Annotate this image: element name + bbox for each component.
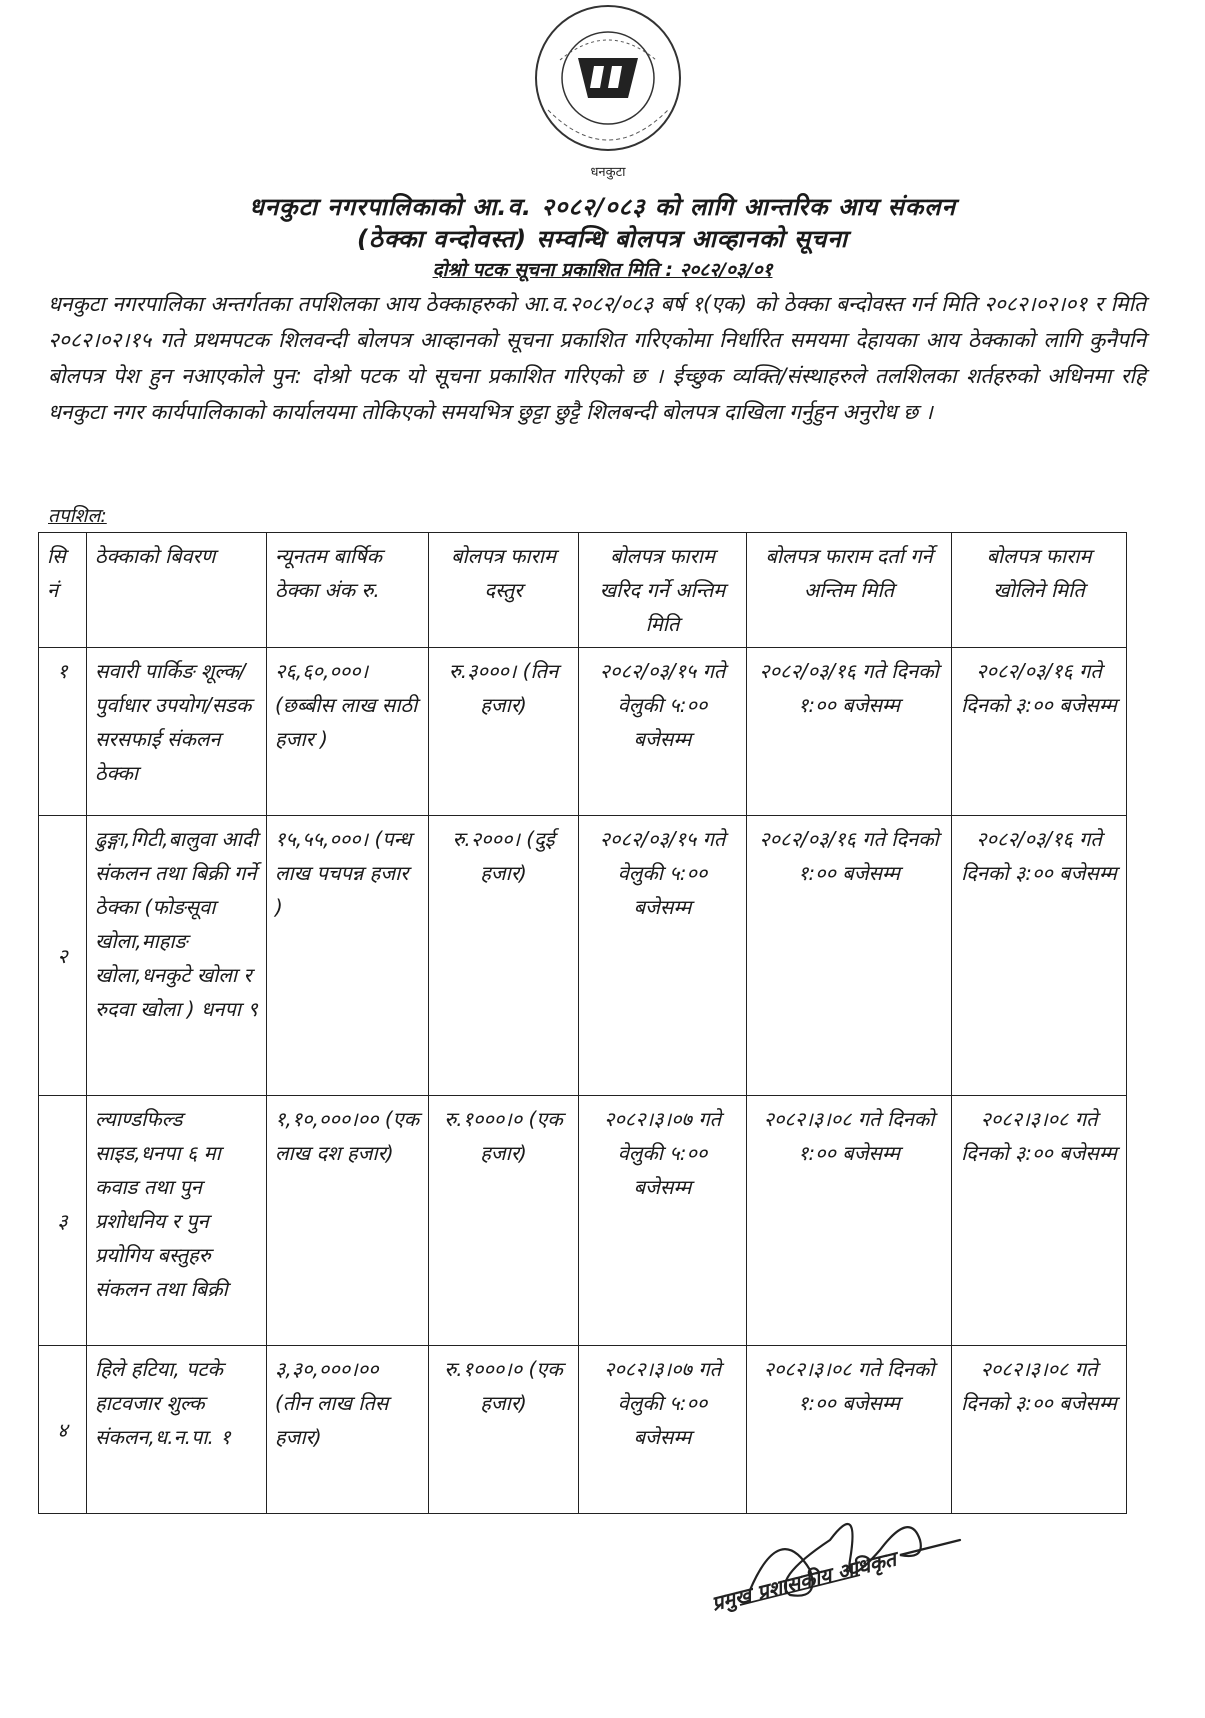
header-open-date: बोलपत्र फाराम खोलिने मिति xyxy=(952,533,1127,648)
row-amount: ३,३०,०००।०० (तीन लाख तिस हजार) xyxy=(267,1346,429,1514)
row-amount: १,१०,०००।०० (एक लाख दश हजार) xyxy=(267,1096,429,1346)
row-amount: १५,५५,०००। (पन्ध लाख पचपन्न हजार ) xyxy=(267,816,429,1096)
notice-body: धनकुटा नगरपालिका अन्तर्गतका तपशिलका आय ठेक्काहरुको आ.व.२०८२/०८३ बर्ष १(एक) को ठेक्का बन्दोवस्त गर्न मिति २०८२।०२।०१ र मिति २०८२।०२।१५ गते प्रथमपटक शिलवन्दी बोलपत्र आव्हानको सूचना प्रकाशित गरिएकोमा निर्धारित समयमा देहायका आय ठेक्काको लागि कुनैपनि बोलपत्र पेश हुन नआएकोले पुन: दोश्रो पटक यो सूचना प्रकाशित गरिएको छ । ईच्छुक व्यक्ति/संस्थाहरुले तलशिलका शर्तहरुको अधिनमा रहि धनकुटा नगर कार्यपालिकाको कार्यालयमा तोकिएको समयभित्र छुट्टा छुट्टै शिलबन्दी बोलपत्र दाखिला गर्नुहुन अनुरोध छ । xyxy=(48,292,1146,424)
signatory-title: प्रमुख प्रशासकीय अधिकृत xyxy=(709,1546,899,1616)
row-sn: ४ xyxy=(39,1346,87,1514)
row-description: सवारी पार्किङ शूल्क/पुर्वाधार उपयोग/सडक सरसफाई संकलन ठेक्का xyxy=(87,648,267,816)
row-sn: १ xyxy=(39,648,87,816)
row-fee: रु.२०००। (दुई हजार) xyxy=(429,816,579,1096)
row-submit-deadline: २०८२।३।०८ गते दिनको १:०० बजेसम्म xyxy=(747,1096,952,1346)
header-sn: सि नं xyxy=(39,533,87,648)
table-row xyxy=(39,648,1127,816)
seal-icon xyxy=(508,0,708,185)
publication-date: दोश्रो पटक सूचना प्रकाशित मिति : २०८२/०३/०१ xyxy=(432,259,773,281)
row-fee: रु.१०००।० (एक हजार) xyxy=(429,1096,579,1346)
municipality-seal xyxy=(508,0,708,185)
table-row xyxy=(39,816,1127,1096)
header-buy-deadline: बोलपत्र फाराम खरिद गर्ने अन्तिम मिति xyxy=(579,533,747,648)
table-header-row xyxy=(39,533,1127,648)
row-submit-deadline: २०८२/०३/१६ गते दिनको १:०० बजेसम्म xyxy=(747,648,952,816)
notice-title-line2: (ठेक्का वन्दोवस्त) सम्वन्धि बोलपत्र आव्हानको सूचना xyxy=(357,225,848,253)
row-fee: रु.३०००। (तिन हजार) xyxy=(429,648,579,816)
row-fee: रु.१०००।० (एक हजार) xyxy=(429,1346,579,1514)
row-submit-deadline: २०८२।३।०८ गते दिनको १:०० बजेसम्म xyxy=(747,1346,952,1514)
svg-text:धनकुटा: धनकुटा xyxy=(590,165,626,180)
row-buy-deadline: २०८२/०३/१५ गते वेलुकी ५:०० बजेसम्म xyxy=(579,816,747,1096)
header-form-fee: बोलपत्र फाराम दस्तुर xyxy=(429,533,579,648)
row-buy-deadline: २०८२।३।०७ गते वेलुकी ५:०० बजेसम्म xyxy=(579,1096,747,1346)
row-open-date: २०८२।३।०८ गते दिनको ३:०० बजेसम्म xyxy=(952,1096,1127,1346)
row-description: ल्याण्डफिल्ड साइड,धनपा ६ मा कवाड तथा पुन प्रशोधनिय र पुन प्रयोगिय बस्तुहरु संकलन तथा बिक्री xyxy=(87,1096,267,1346)
row-description: ढुङ्गा,गिटी,बालुवा आदी संकलन तथा बिक्री गर्ने ठेक्का (फोङसूवा खोला,माहाङ खोला,धनकुटे खोला र रुदवा खोला ) धनपा ९ xyxy=(87,816,267,1096)
row-sn: ३ xyxy=(39,1096,87,1346)
details-label: तपशिल: xyxy=(48,505,107,527)
header-submit-deadline: बोलपत्र फाराम दर्ता गर्ने अन्तिम मिति xyxy=(747,533,952,648)
row-open-date: २०८२।३।०८ गते दिनको ३:०० बजेसम्म xyxy=(952,1346,1127,1514)
row-open-date: २०८२/०३/१६ गते दिनको ३:०० बजेसम्म xyxy=(952,816,1127,1096)
table-row xyxy=(39,1096,1127,1346)
header-description: ठेक्काको बिवरण xyxy=(87,533,267,648)
row-open-date: २०८२/०३/१६ गते दिनको ३:०० बजेसम्म xyxy=(952,648,1127,816)
notice-title-line1: धनकुटा नगरपालिकाको आ.व. २०८२/०८३ को लागि आन्तरिक आय संकलन xyxy=(249,193,956,221)
bid-table xyxy=(38,532,1127,1514)
header-min-amount: न्यूनतम बार्षिक ठेक्का अंक रु. xyxy=(267,533,429,648)
row-buy-deadline: २०८२/०३/१५ गते वेलुकी ५:०० बजेसम्म xyxy=(579,648,747,816)
row-buy-deadline: २०८२।३।०७ गते वेलुकी ५:०० बजेसम्म xyxy=(579,1346,747,1514)
row-amount: २६,६०,०००। (छब्बीस लाख साठी हजार ) xyxy=(267,648,429,816)
row-submit-deadline: २०८२/०३/१६ गते दिनको १:०० बजेसम्म xyxy=(747,816,952,1096)
row-description: हिले हटिया, पटके हाटवजार शुल्क संकलन,ध.न.पा. १ xyxy=(87,1346,267,1514)
row-sn: २ xyxy=(39,816,87,1096)
